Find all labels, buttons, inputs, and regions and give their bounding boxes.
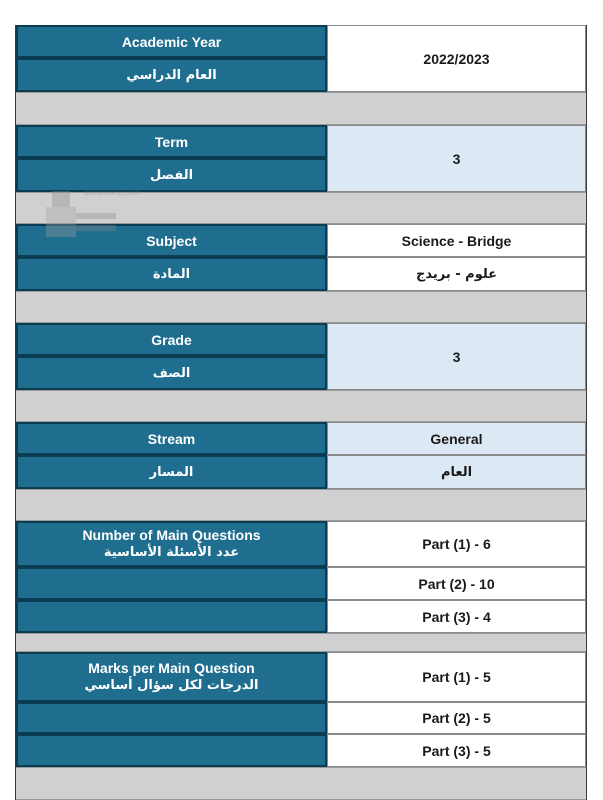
separator-row <box>16 767 586 800</box>
term-label-ar: الفصل <box>16 158 327 192</box>
main-questions-label-en: Number of Main Questions <box>82 527 261 543</box>
marks-label-blank <box>16 702 327 734</box>
separator-row <box>16 633 586 652</box>
grade-label-ar: الصف <box>16 356 327 390</box>
subject-value-ar: علوم - بريدج <box>327 257 586 291</box>
exam-info-sheet <box>15 25 587 800</box>
grade-value: 3 <box>327 323 586 390</box>
main-questions-part-1: Part (1) - 6 <box>327 521 586 567</box>
marks-label-en: Marks per Main Question <box>88 660 255 676</box>
marks-part-1: Part (1) - 5 <box>327 652 586 702</box>
separator-row <box>16 390 586 422</box>
main-questions-label-ar: عدد الأسئلة الأساسية <box>103 545 240 560</box>
grade-label: Grade <box>16 323 327 356</box>
marks-label-blank <box>16 734 327 767</box>
marks-label-ar: الدرجات لكل سؤال أساسي <box>84 678 259 693</box>
separator-row <box>16 489 586 521</box>
stream-label: Stream <box>16 422 327 455</box>
main-questions-label <box>16 521 327 567</box>
separator-row <box>16 291 586 323</box>
stream-value: General <box>327 422 586 455</box>
marks-part-3: Part (3) - 5 <box>327 734 586 767</box>
stream-label-ar: المسار <box>16 455 327 489</box>
watermark-text: almanahj.com <box>84 188 141 197</box>
subject-value: Science - Bridge <box>327 224 586 257</box>
term-value: 3 <box>327 125 586 192</box>
marks-part-2: Part (2) - 5 <box>327 702 586 734</box>
separator-row <box>16 92 586 125</box>
marks-label <box>16 652 327 702</box>
separator-row <box>16 192 586 224</box>
academic-year-label: Academic Year <box>16 25 327 58</box>
subject-label: Subject <box>16 224 327 257</box>
main-questions-part-3: Part (3) - 4 <box>327 600 586 633</box>
main-questions-label-blank <box>16 600 327 633</box>
academic-year-label-ar: العام الدراسي <box>16 58 327 92</box>
main-questions-part-2: Part (2) - 10 <box>327 567 586 600</box>
term-label: Term <box>16 125 327 158</box>
subject-label-ar: المادة <box>16 257 327 291</box>
main-questions-label-blank <box>16 567 327 600</box>
stream-value-ar: العام <box>327 455 586 489</box>
academic-year-value: 2022/2023 <box>327 25 586 92</box>
